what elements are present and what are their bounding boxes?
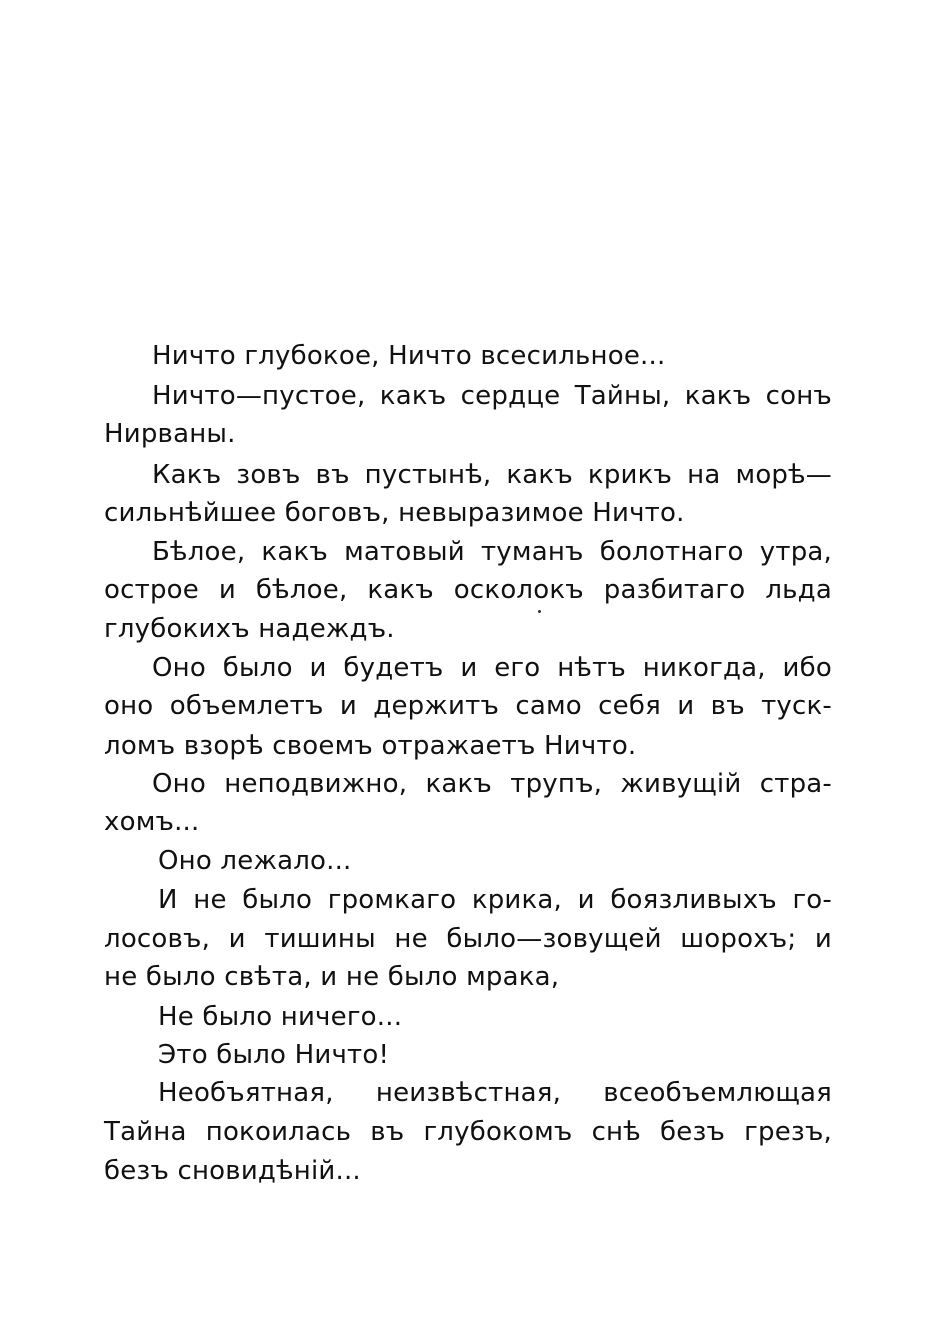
text-line: Оно лежало...	[158, 846, 352, 876]
ink-speck	[538, 610, 541, 613]
text-line: не было свѣта, и не было мрака,	[104, 962, 560, 992]
text-line: Необъятная, неизвѣстная, всеобъемлющая	[158, 1078, 832, 1108]
text-line: Не было ничего...	[158, 1002, 403, 1032]
text-line: Ничто глубокое, Ничто всесильное...	[152, 341, 666, 371]
text-line: оно объемлетъ и держитъ само себя и въ туск-	[104, 691, 832, 721]
text-line: Оно было и будетъ и его нѣтъ никогда, ибо	[152, 653, 832, 683]
text-line: Оно неподвижно, какъ трупъ, живущій стра-	[152, 769, 832, 799]
text-line: хомъ...	[104, 807, 200, 837]
text-line: Бѣлое, какъ матовый туманъ болотнаго утра,	[152, 537, 832, 567]
text-line: Ничто—пустое, какъ сердце Тайны, какъ сонъ	[152, 381, 832, 411]
text-line: безъ сновидѣній...	[104, 1156, 361, 1186]
text-line: Какъ зовъ въ пустынѣ, какъ крикъ на морѣ—	[152, 460, 832, 490]
text-line: сильнѣйшее боговъ, невыразимое Ничто.	[104, 498, 685, 528]
text-line: лосовъ, и тишины не было—зовущей шорохъ; и	[104, 924, 832, 954]
text-line: острое и бѣлое, какъ осколокъ разбитаго льда	[104, 575, 832, 605]
text-line: ломъ взорѣ своемъ отражаетъ Ничто.	[104, 731, 637, 761]
text-line: глубокихъ надеждъ.	[104, 614, 395, 644]
text-line: Нирваны.	[104, 419, 236, 449]
text-line: И не было громкаго крика, и боязливыхъ го-	[158, 885, 832, 915]
text-line: Тайна покоилась въ глубокомъ снѣ безъ грезъ,	[104, 1117, 832, 1147]
text-line: Это было Ничто!	[158, 1040, 390, 1070]
